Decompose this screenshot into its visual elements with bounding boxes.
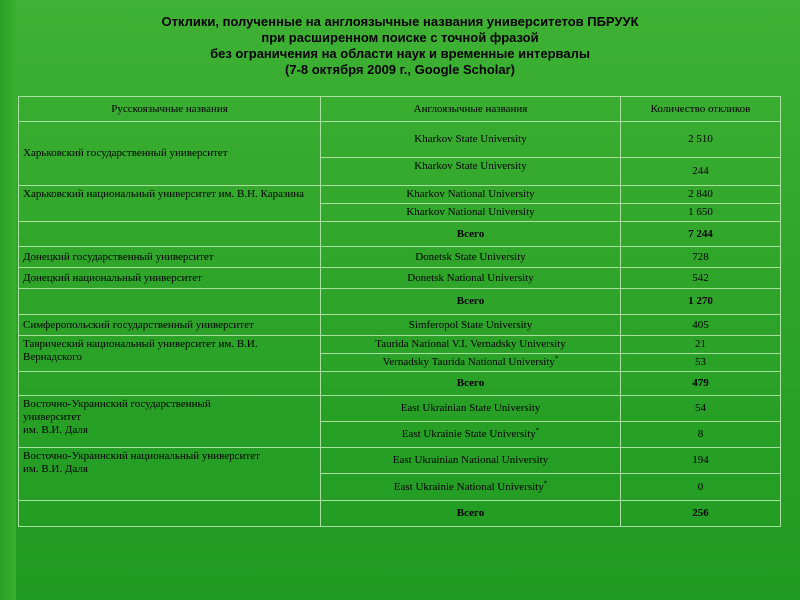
en-name-text: Vernadsky Taurida National University (382, 356, 555, 368)
footnote-mark: * (535, 426, 540, 435)
cell-total-value: 7 244 (621, 222, 781, 247)
table-row (19, 336, 781, 354)
footnote-mark: * (554, 354, 559, 363)
header-english-names: Англоязычные названия (321, 97, 621, 122)
cell-count: 244 (621, 158, 781, 186)
table-row (19, 122, 781, 158)
cell-count: 1 650 (621, 204, 781, 222)
cell-count: 54 (621, 396, 781, 422)
cell-en-name: Kharkov National University (321, 204, 621, 222)
cell-en-name: East Ukrainian National University (321, 448, 621, 474)
cell-en-name: Kharkov State University (321, 122, 621, 158)
cell-ru-name: Донецкий государственный университет (19, 247, 321, 268)
title-line-3: без ограничения на области наук и временные интервалы (210, 46, 590, 61)
ru-name-line: им. В.И. Даля (23, 424, 88, 436)
cell-total-label: Всего (321, 501, 621, 527)
cell-count: 542 (621, 268, 781, 289)
cell-en-name: Kharkov National University (321, 186, 621, 204)
cell-total-value: 1 270 (621, 289, 781, 315)
total-row (19, 289, 781, 315)
table-row (19, 247, 781, 268)
table-row (19, 396, 781, 422)
cell-count: 53 (621, 354, 781, 372)
cell-empty (19, 289, 321, 315)
total-row (19, 501, 781, 527)
table-row (19, 186, 781, 204)
en-name-text: East Ukrainie National University (393, 480, 544, 493)
cell-en-name: Taurida National V.I. Vernadsky University (321, 336, 621, 354)
cell-count: 2 840 (621, 186, 781, 204)
cell-ru-name (19, 448, 321, 501)
cell-count: 21 (621, 336, 781, 354)
cell-en-name (321, 354, 621, 372)
ru-name-line: Восточно-Украинский государственный (23, 398, 211, 410)
cell-total-label: Всего (321, 372, 621, 396)
cell-count: 194 (621, 448, 781, 474)
cell-total-value: 256 (621, 501, 781, 527)
cell-count: 8 (621, 422, 781, 448)
cell-ru-name: Таврический национальный университет им. В.И. Вернадского (19, 336, 321, 372)
slide-title (100, 14, 700, 78)
cell-en-name: East Ukrainian State University (321, 396, 621, 422)
footnote-mark: * (543, 478, 548, 487)
cell-ru-name: Симферопольский государственный университет (19, 315, 321, 336)
cell-total-label: Всего (321, 289, 621, 315)
cell-empty (19, 372, 321, 396)
cell-empty (19, 501, 321, 527)
cell-en-name (321, 422, 621, 448)
header-russian-names: Русскоязычные названия (19, 97, 321, 122)
table-row (19, 448, 781, 474)
cell-en-name (321, 474, 621, 501)
cell-count: 728 (621, 247, 781, 268)
title-line-4: (7-8 октября 2009 г., Google Scholar) (284, 62, 515, 77)
total-row (19, 372, 781, 396)
table-header-row (19, 97, 781, 122)
title-line-2: при расширенном поиске с точной фразой (261, 30, 539, 45)
header-response-count: Количество откликов (621, 97, 781, 122)
total-row (19, 222, 781, 247)
cell-ru-name (19, 396, 321, 448)
cell-count: 0 (621, 474, 781, 501)
left-decorative-band (0, 0, 16, 600)
cell-empty (19, 222, 321, 247)
ru-name-line: университет (23, 411, 82, 423)
title-line-1: Отклики, полученные на англоязычные названия университетов ПБРУУК (161, 14, 639, 29)
table-row (19, 268, 781, 289)
cell-total-label: Всего (321, 222, 621, 247)
table-row (19, 315, 781, 336)
cell-en-name: Donetsk National University (321, 268, 621, 289)
cell-total-value: 479 (621, 372, 781, 396)
cell-ru-name: Харьковский государственный университет (19, 122, 321, 186)
cell-en-name: Donetsk State University (321, 247, 621, 268)
universities-table (18, 96, 781, 527)
ru-name-line: им. В.И. Даля (23, 463, 88, 475)
cell-en-name: Simferopol State University (321, 315, 621, 336)
cell-count: 405 (621, 315, 781, 336)
cell-count: 2 510 (621, 122, 781, 158)
en-name-text: East Ukrainie State University (401, 428, 536, 440)
cell-ru-name: Харьковский национальный университет им. В.Н. Каразина (19, 186, 321, 222)
cell-en-name: Kharkov State University (321, 158, 621, 186)
ru-name-line: Восточно-Украинский национальный университет (23, 450, 260, 462)
cell-ru-name: Донецкий национальный университет (19, 268, 321, 289)
